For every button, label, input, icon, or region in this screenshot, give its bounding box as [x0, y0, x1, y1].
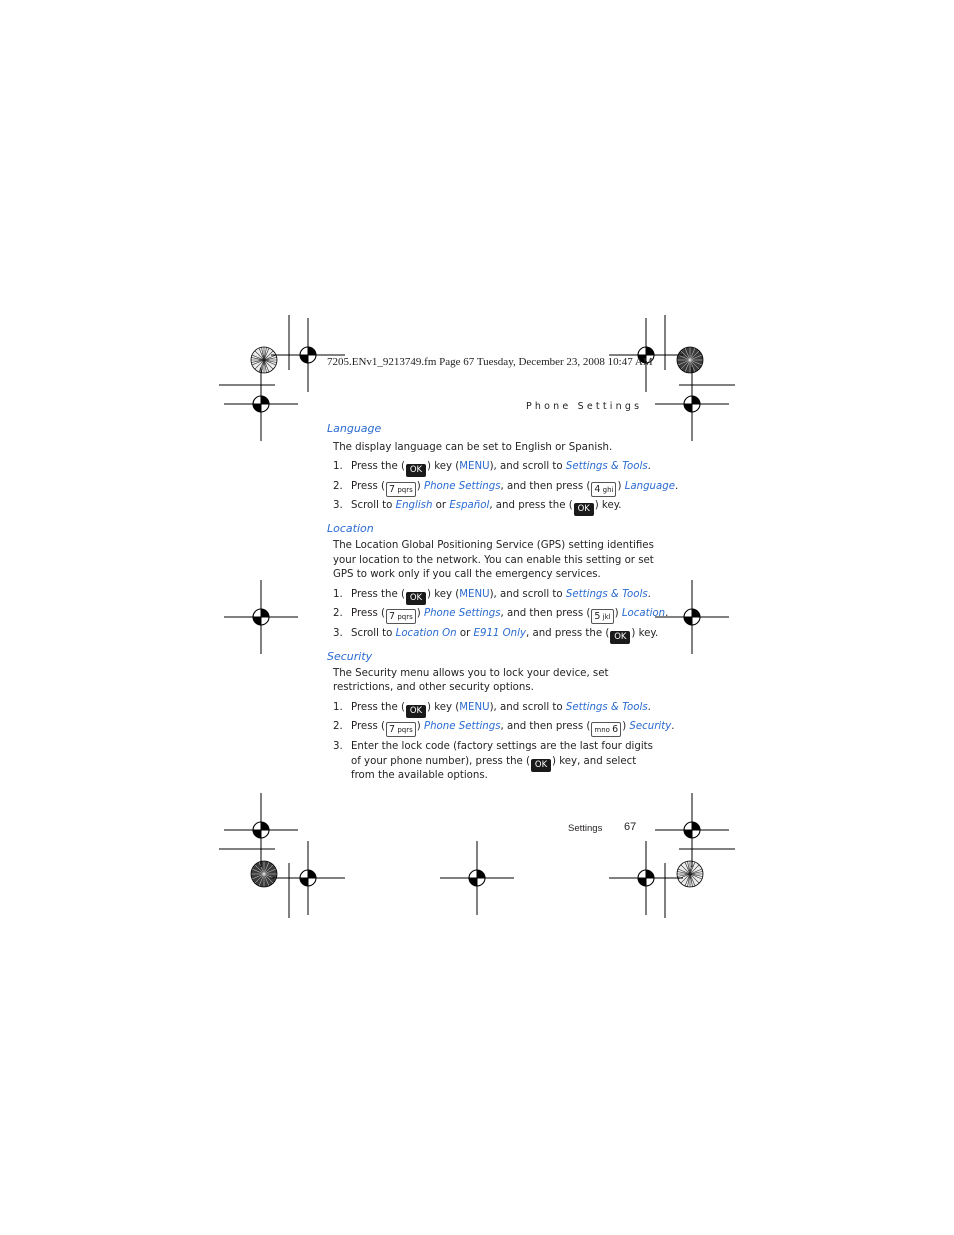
location-step-2 — [333, 607, 668, 624]
location-intro-line-3: GPS to work only if you call the emergency services. — [333, 569, 601, 580]
menu-path: Security — [629, 721, 672, 732]
step-text: or — [456, 628, 474, 639]
security-step-3-line-3: from the available options. — [351, 770, 488, 781]
step-text: ) — [622, 721, 630, 732]
option-label: Español — [449, 500, 490, 511]
step-number: 2. — [333, 481, 343, 492]
step-text: , and then press ( — [500, 608, 591, 619]
ok-key-icon: OK — [406, 592, 426, 605]
language-step-1 — [333, 460, 651, 477]
language-intro: The display language can be set to English or Spanish. — [333, 442, 613, 453]
step-text: Press the ( — [351, 589, 405, 600]
key-6-icon: mno 6 — [591, 722, 621, 737]
step-text: . — [647, 702, 651, 713]
key-7-icon: 7 pqrs — [386, 482, 416, 497]
step-text: . — [671, 721, 675, 732]
security-intro-line-2: restrictions, and other security options. — [333, 682, 534, 693]
step-text: of your phone number), press the ( — [351, 756, 531, 767]
step-text: , and press the ( — [526, 628, 610, 639]
step-text: Press ( — [351, 481, 386, 492]
security-step-2 — [333, 720, 675, 737]
step-text: ) — [416, 481, 424, 492]
page-number: 67 — [624, 821, 637, 833]
step-text: Scroll to — [351, 628, 396, 639]
step-text: ) key ( — [426, 461, 460, 472]
step-number: 1. — [333, 461, 343, 472]
step-text: , and then press ( — [500, 721, 591, 732]
step-text: ) — [416, 721, 424, 732]
step-text: . — [665, 608, 669, 619]
step-text: Press the ( — [351, 461, 405, 472]
step-text: Press ( — [351, 721, 386, 732]
menu-path: Settings & Tools — [565, 702, 648, 713]
step-text: ) key. — [594, 500, 622, 511]
ok-key-icon: OK — [406, 705, 426, 718]
step-number: 3. — [333, 500, 343, 511]
menu-path: Location — [621, 608, 666, 619]
step-text: Press the ( — [351, 702, 405, 713]
menu-path: Phone Settings — [423, 481, 501, 492]
step-text: ) — [614, 608, 622, 619]
security-step-3 — [333, 740, 653, 755]
ok-key-icon: OK — [610, 631, 630, 644]
key-7-icon: 7 pqrs — [386, 722, 416, 737]
ok-key-icon: OK — [406, 464, 426, 477]
step-number: 3. — [333, 628, 343, 639]
step-number: 1. — [333, 702, 343, 713]
language-step-3 — [333, 499, 622, 516]
key-5-icon: 5 jkl — [591, 609, 613, 624]
language-step-2 — [333, 480, 678, 497]
menu-path: Settings & Tools — [565, 589, 648, 600]
option-label: E911 Only — [473, 628, 526, 639]
step-number: 1. — [333, 589, 343, 600]
step-text: ) key ( — [426, 589, 460, 600]
menu-path: Phone Settings — [423, 608, 501, 619]
security-step-1 — [333, 701, 651, 718]
ok-key-icon: OK — [574, 503, 594, 516]
step-text: or — [432, 500, 450, 511]
location-intro-line-2: your location to the network. You can enable this setting or set — [333, 555, 654, 566]
step-text: ) — [416, 608, 424, 619]
step-text: Enter the lock code (factory settings are the last four digits — [351, 741, 653, 752]
step-number: 2. — [333, 721, 343, 732]
step-text: ) key ( — [426, 702, 460, 713]
step-text: . — [674, 481, 679, 492]
step-number: 3. — [333, 741, 343, 752]
step-text: Scroll to — [351, 500, 396, 511]
step-number: 2. — [333, 608, 343, 619]
step-text: ) key, and select — [552, 756, 637, 767]
security-intro-line-1: The Security menu allows you to lock your device, set — [333, 668, 609, 679]
location-intro-line-1: The Location Global Positioning Service (GPS) setting identifies — [333, 540, 654, 551]
step-text: . — [647, 461, 651, 472]
location-step-1 — [333, 588, 651, 605]
menu-label: MENU — [459, 461, 490, 472]
menu-path: Settings & Tools — [565, 461, 648, 472]
menu-path: Language — [624, 481, 675, 492]
key-7-icon: 7 pqrs — [386, 609, 416, 624]
section-title-language: Language — [327, 422, 382, 435]
menu-path: Phone Settings — [423, 721, 501, 732]
step-text: ) — [617, 481, 625, 492]
ok-key-icon: OK — [531, 759, 551, 772]
section-title-security: Security — [327, 650, 373, 663]
step-text: , and then press ( — [500, 481, 591, 492]
section-title-location: Location — [327, 522, 374, 535]
option-label: English — [395, 500, 433, 511]
menu-label: MENU — [459, 702, 490, 713]
step-text: ) key. — [631, 628, 659, 639]
running-head: Phone Settings — [526, 401, 643, 412]
location-step-3 — [333, 627, 658, 644]
step-text: . — [647, 589, 651, 600]
key-4-icon: 4 ghi — [591, 482, 616, 497]
step-text: ), and scroll to — [489, 461, 566, 472]
step-text: Press ( — [351, 608, 386, 619]
step-text: ), and scroll to — [489, 702, 566, 713]
option-label: Location On — [395, 628, 457, 639]
file-header: 7205.ENv1_9213749.fm Page 67 Tuesday, December 23, 2008 10:47 AM — [327, 356, 653, 368]
menu-label: MENU — [459, 589, 490, 600]
footer-section-label: Settings — [568, 823, 603, 834]
step-text: , and press the ( — [489, 500, 573, 511]
step-text: ), and scroll to — [489, 589, 566, 600]
